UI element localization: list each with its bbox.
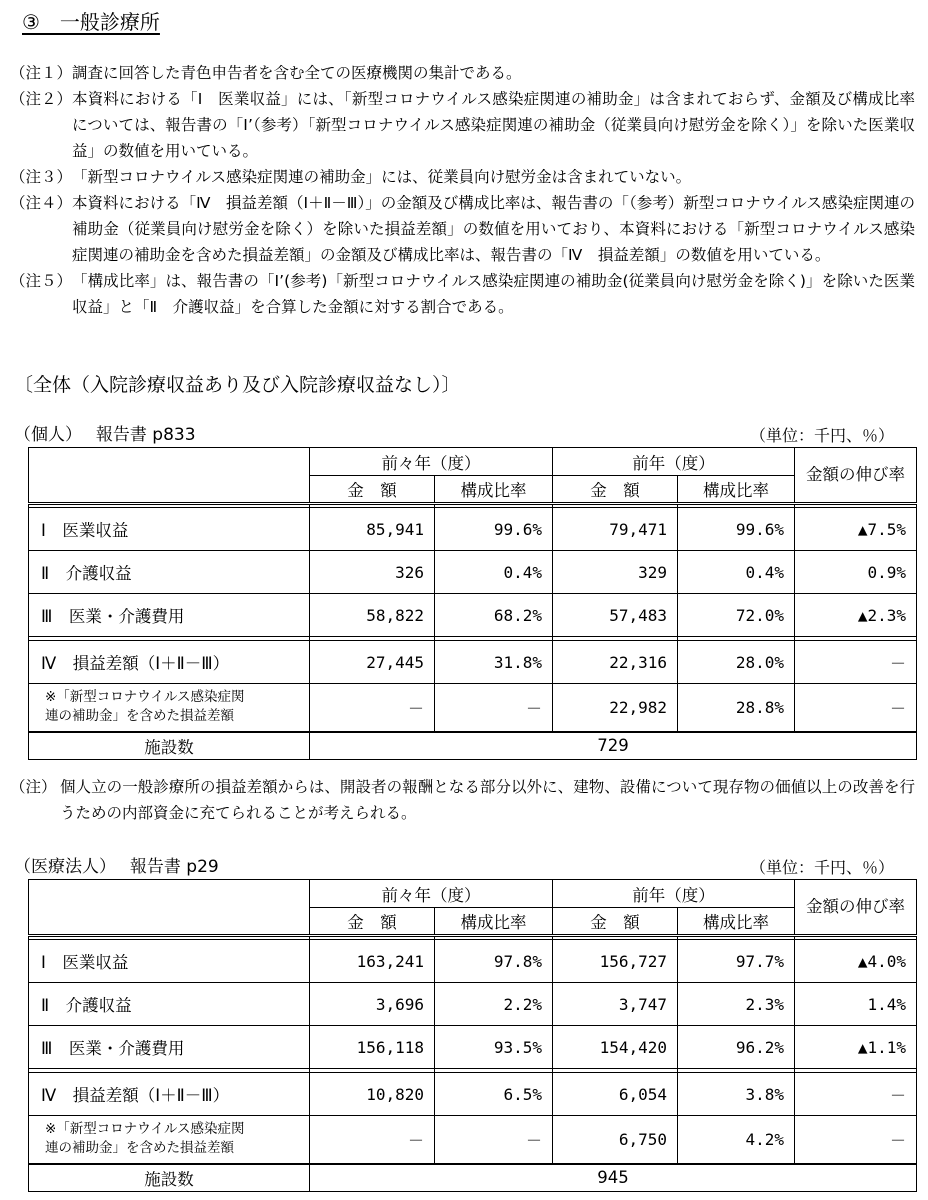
cell-amount: 22,316: [553, 641, 678, 684]
row-label: Ⅳ 損益差額（Ⅰ＋Ⅱ－Ⅲ）: [29, 1073, 310, 1116]
cell-ratio: 68.2%: [435, 594, 553, 637]
row-label: Ⅲ 医業・介護費用: [29, 594, 310, 637]
cell-amount: －: [310, 684, 435, 732]
header-prev-prev-year: 前々年（度）: [310, 880, 553, 908]
cell-amount: 156,727: [553, 940, 678, 983]
row-label: Ⅱ 介護収益: [29, 983, 310, 1026]
cell-ratio: 2.3%: [678, 983, 795, 1026]
cell-amount: 10,820: [310, 1073, 435, 1116]
facility-label: 施設数: [29, 1164, 310, 1192]
cell-ratio: 96.2%: [678, 1026, 795, 1069]
section-heading: ③ 一般診療所: [22, 10, 160, 34]
note-label: （注２）: [10, 90, 73, 108]
note-item: [10, 190, 915, 268]
table-row: [29, 594, 917, 637]
cell-ratio: 99.6%: [435, 508, 553, 551]
unit-label: （単位：千円、％）: [749, 858, 894, 877]
cell-ratio: －: [435, 684, 553, 732]
cell-growth: 1.4%: [795, 983, 917, 1026]
table-row: [29, 551, 917, 594]
cell-amount: 6,054: [553, 1073, 678, 1116]
table-note: [10, 774, 915, 826]
cell-ratio: 31.8%: [435, 641, 553, 684]
table-row: [29, 940, 917, 983]
header-amount: 金 額: [553, 476, 678, 504]
cell-amount: 79,471: [553, 508, 678, 551]
table-title-individual: （個人） 報告書 p833: [14, 425, 196, 445]
facility-count: 945: [310, 1164, 917, 1192]
facility-row: [29, 732, 917, 760]
table-row: [29, 983, 917, 1026]
notes-list: [10, 60, 915, 320]
note-label: （注５）: [10, 272, 73, 290]
table-header-row: [29, 448, 917, 476]
cell-ratio: 0.4%: [678, 551, 795, 594]
cell-amount: 3,747: [553, 983, 678, 1026]
header-ratio: 構成比率: [678, 476, 795, 504]
row-label: Ⅲ 医業・介護費用: [29, 1026, 310, 1069]
cell-amount: 156,118: [310, 1026, 435, 1069]
note-text: 本資料における「Ⅳ 損益差額（Ⅰ＋Ⅱ－Ⅲ）」の金額及び構成比率は、報告書の「（参考）新型コロナウイルス感染症関連の補助金（従業員向け慰労金を除く）を除いた損益差額」の数値を用いており、本資料における「新型コロナウイルス感染症関連の補助金を含めた損益差額」の金額及び構成比率は、報告書の「Ⅳ 損益差額」の数値を用いている。: [72, 194, 915, 264]
header-prev-year: 前年（度）: [553, 448, 795, 476]
cell-amount: 58,822: [310, 594, 435, 637]
row-label: Ⅰ 医業収益: [29, 940, 310, 983]
table-row: [29, 508, 917, 551]
note-text: 「新型コロナウイルス感染症関連の補助金」には、従業員向け慰労金は含まれていない。: [72, 168, 692, 186]
cell-growth: －: [795, 641, 917, 684]
cell-ratio: 72.0%: [678, 594, 795, 637]
cell-ratio: 97.7%: [678, 940, 795, 983]
header-blank-cell: [29, 448, 310, 504]
unit-label: （単位：千円、％）: [749, 426, 894, 445]
table-row: [29, 1116, 917, 1164]
header-ratio: 構成比率: [435, 908, 553, 936]
cell-ratio: 28.8%: [678, 684, 795, 732]
cell-ratio: 4.2%: [678, 1116, 795, 1164]
cell-amount: 3,696: [310, 983, 435, 1026]
cell-ratio: 3.8%: [678, 1073, 795, 1116]
cell-growth: ▲4.0%: [795, 940, 917, 983]
overall-heading: 〔全体（入院診療収益あり及び入院診療収益なし）〕: [14, 374, 461, 396]
header-growth-rate: 金額の伸び率: [795, 880, 917, 936]
header-ratio: 構成比率: [678, 908, 795, 936]
cell-ratio: 6.5%: [435, 1073, 553, 1116]
row-label: Ⅳ 損益差額（Ⅰ＋Ⅱ－Ⅲ）: [29, 641, 310, 684]
cell-ratio: 0.4%: [435, 551, 553, 594]
cell-ratio: －: [435, 1116, 553, 1164]
note-item: [10, 86, 915, 164]
header-amount: 金 額: [310, 908, 435, 936]
cell-amount: 85,941: [310, 508, 435, 551]
cell-growth: －: [795, 684, 917, 732]
note-label: （注）: [10, 778, 57, 796]
header-prev-prev-year: 前々年（度）: [310, 448, 553, 476]
cell-ratio: 2.2%: [435, 983, 553, 1026]
cell-growth: ▲1.1%: [795, 1026, 917, 1069]
note-text: 調査に回答した青色申告者を含む全ての医療機関の集計である。: [72, 64, 522, 82]
cell-ratio: 97.8%: [435, 940, 553, 983]
facility-count: 729: [310, 732, 917, 760]
row-label: Ⅱ 介護収益: [29, 551, 310, 594]
financial-table-corporation: [28, 879, 917, 1192]
note-text: 個人立の一般診療所の損益差額からは、開設者の報酬となる部分以外に、建物、設備について現存物の価値以上の改善を行うための内部資金に充てられることが考えられる。: [60, 778, 915, 822]
cell-amount: 22,982: [553, 684, 678, 732]
table-title-corporation: （医療法人） 報告書 p29: [14, 857, 219, 877]
header-prev-year: 前年（度）: [553, 880, 795, 908]
note-label: （注４）: [10, 194, 73, 212]
note-text: 「構成比率」は、報告書の「Ⅰ’(参考)「新型コロナウイルス感染症関連の補助金(従業員向け慰労金を除く)」を除いた医業収益」と「Ⅱ 介護収益」を合算した金額に対する割合である。: [72, 272, 915, 316]
note-text: 本資料における「Ⅰ 医業収益」には、「新型コロナウイルス感染症関連の補助金」は含まれておらず、金額及び構成比率については、報告書の「Ⅰ’（参考）「新型コロナウイルス感染症関連の補助金（従業員向け慰労金を除く）」を除いた医業収益」の数値を用いている。: [72, 90, 915, 160]
cell-growth: －: [795, 1073, 917, 1116]
cell-amount: 163,241: [310, 940, 435, 983]
financial-table-individual: [28, 447, 917, 760]
cell-amount: －: [310, 1116, 435, 1164]
facility-label: 施設数: [29, 732, 310, 760]
cell-growth: ▲2.3%: [795, 594, 917, 637]
cell-growth: ▲7.5%: [795, 508, 917, 551]
header-amount: 金 額: [310, 476, 435, 504]
cell-amount: 329: [553, 551, 678, 594]
cell-amount: 27,445: [310, 641, 435, 684]
note-item: [10, 60, 915, 86]
header-amount: 金 額: [553, 908, 678, 936]
row-label-covid: ※「新型コロナウイルス感染症関 連の補助金」を含めた損益差額: [29, 684, 310, 732]
note-label: （注３）: [10, 168, 73, 186]
header-ratio: 構成比率: [435, 476, 553, 504]
cell-amount: 326: [310, 551, 435, 594]
row-label: Ⅰ 医業収益: [29, 508, 310, 551]
header-blank-cell: [29, 880, 310, 936]
header-growth-rate: 金額の伸び率: [795, 448, 917, 504]
note-item: [10, 164, 915, 190]
cell-ratio: 93.5%: [435, 1026, 553, 1069]
table-row: [29, 1073, 917, 1116]
row-label-covid: ※「新型コロナウイルス感染症関 連の補助金」を含めた損益差額: [29, 1116, 310, 1164]
table-row: [29, 641, 917, 684]
cell-ratio: 28.0%: [678, 641, 795, 684]
facility-row: [29, 1164, 917, 1192]
cell-ratio: 99.6%: [678, 508, 795, 551]
table-header-row: [29, 880, 917, 908]
table-row: [29, 684, 917, 732]
cell-amount: 6,750: [553, 1116, 678, 1164]
cell-amount: 154,420: [553, 1026, 678, 1069]
note-item: [10, 268, 915, 320]
cell-growth: 0.9%: [795, 551, 917, 594]
cell-amount: 57,483: [553, 594, 678, 637]
cell-growth: －: [795, 1116, 917, 1164]
note-label: （注１）: [10, 64, 73, 82]
table-row: [29, 1026, 917, 1069]
